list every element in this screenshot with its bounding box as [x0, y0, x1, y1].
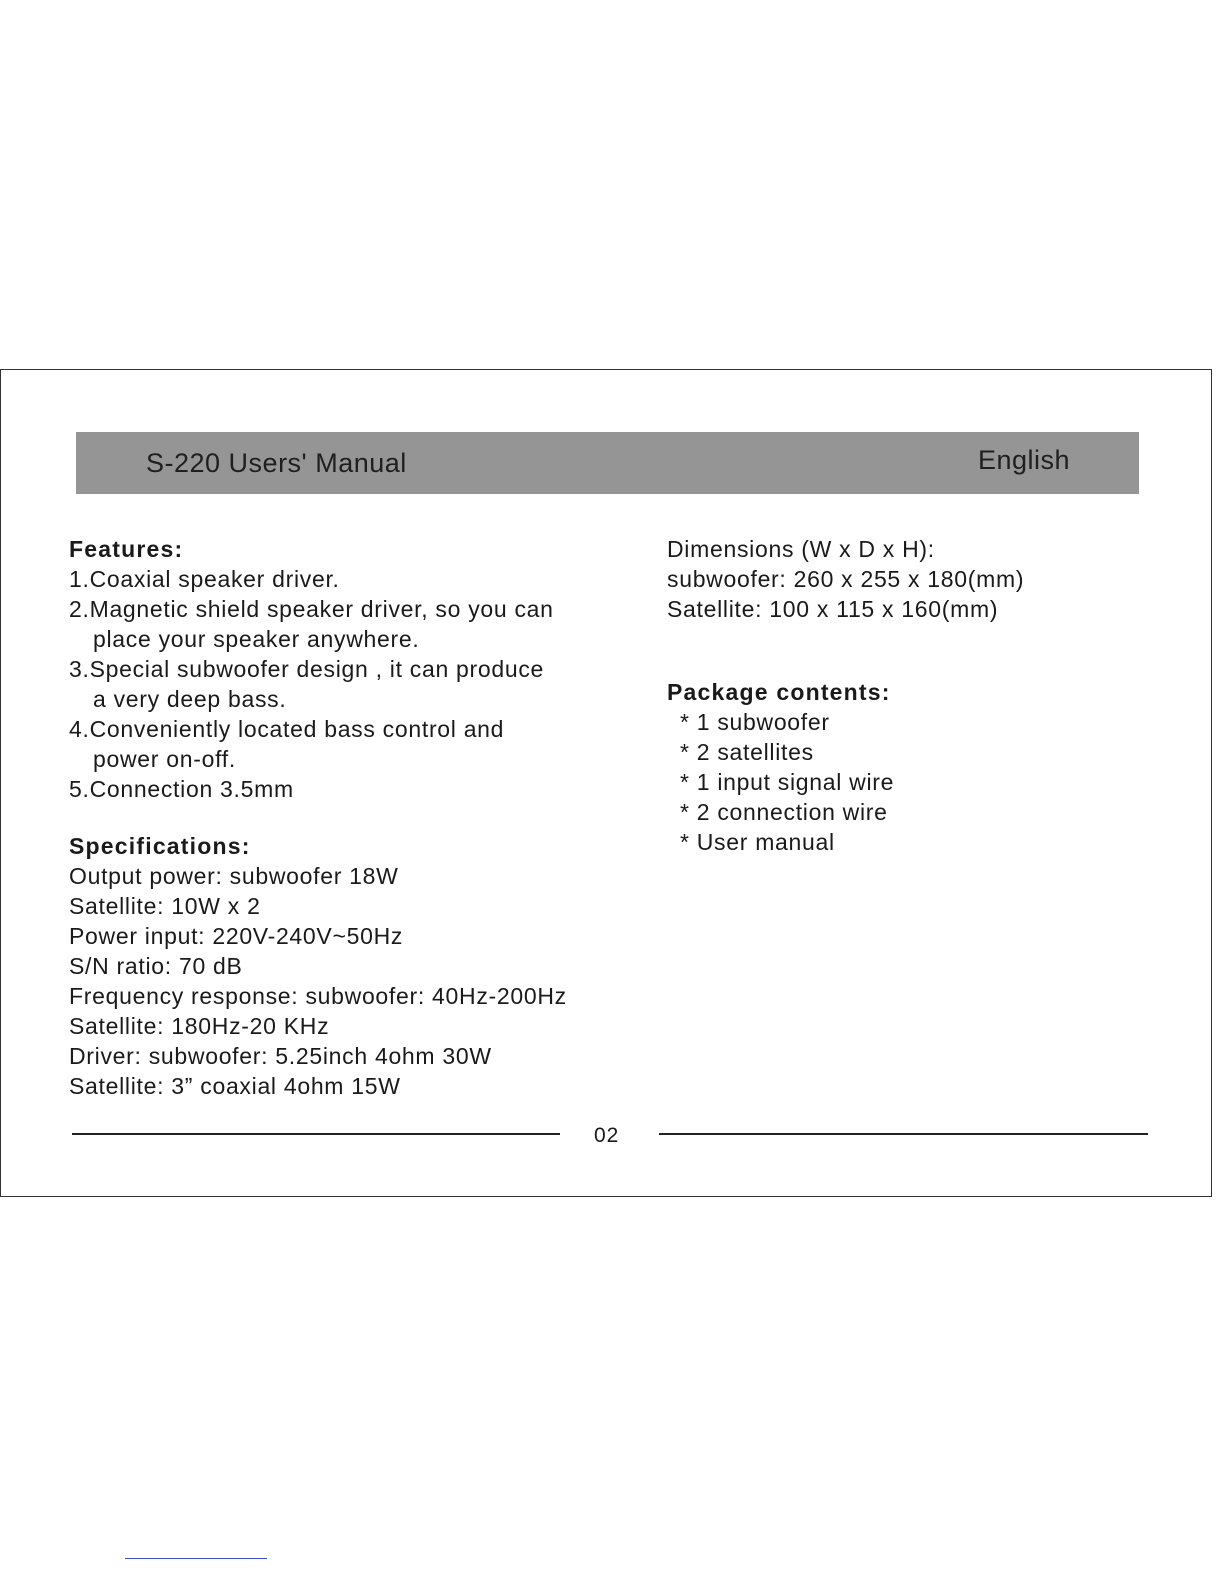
language-label: English [978, 445, 1071, 475]
page-number: 02 [594, 1124, 620, 1147]
package-item: * 1 subwoofer [680, 709, 830, 735]
features-heading: Features: [69, 536, 184, 562]
manual-title: S-220 Users' Manual [146, 448, 407, 478]
manual-header-bar [76, 432, 1139, 494]
specifications-heading: Specifications: [69, 833, 251, 859]
spec-line: Power input: 220V-240V~50Hz [69, 923, 404, 949]
feature-item-2: 2.Magnetic shield speaker driver, so you can [69, 596, 554, 622]
spec-line: Satellite: 3” coaxial 4ohm 15W [69, 1073, 401, 1099]
package-item: * 1 input signal wire [680, 769, 895, 795]
spec-line: Driver: subwoofer: 5.25inch 4ohm 30W [69, 1043, 492, 1069]
spec-line: Satellite: 10W x 2 [69, 893, 261, 919]
footer-rule-right [659, 1133, 1148, 1135]
feature-item-1: 1.Coaxial speaker driver. [69, 566, 340, 592]
section-spacer [667, 624, 1167, 677]
feature-item-5: 5.Connection 3.5mm [69, 776, 294, 802]
feature-item-4: 4.Conveniently located bass control and [69, 716, 505, 742]
spec-line: S/N ratio: 70 dB [69, 953, 243, 979]
feature-item-4-continued: power on-off. [93, 746, 236, 772]
dimension-line: Satellite: 100 x 115 x 160(mm) [667, 596, 999, 622]
feature-item-3: 3.Special subwoofer design , it can produce [69, 656, 545, 682]
package-heading: Package contents: [667, 679, 891, 705]
package-item: * 2 connection wire [680, 799, 888, 825]
spec-line: Frequency response: subwoofer: 40Hz-200Hz [69, 983, 567, 1009]
bottom-divider-line [125, 1558, 267, 1559]
section-spacer [69, 804, 649, 831]
dimension-line: subwoofer: 260 x 255 x 180(mm) [667, 566, 1025, 592]
feature-item-2-continued: place your speaker anywhere. [93, 626, 420, 652]
footer-rule-left [72, 1133, 560, 1135]
spec-line: Satellite: 180Hz-20 KHz [69, 1013, 330, 1039]
package-item: * User manual [680, 829, 835, 855]
package-item: * 2 satellites [680, 739, 814, 765]
dimensions-heading: Dimensions (W x D x H): [667, 536, 935, 562]
left-column [69, 534, 649, 1101]
feature-item-3-continued: a very deep bass. [93, 686, 287, 712]
right-column [667, 534, 1167, 857]
spec-line: Output power: subwoofer 18W [69, 863, 399, 889]
